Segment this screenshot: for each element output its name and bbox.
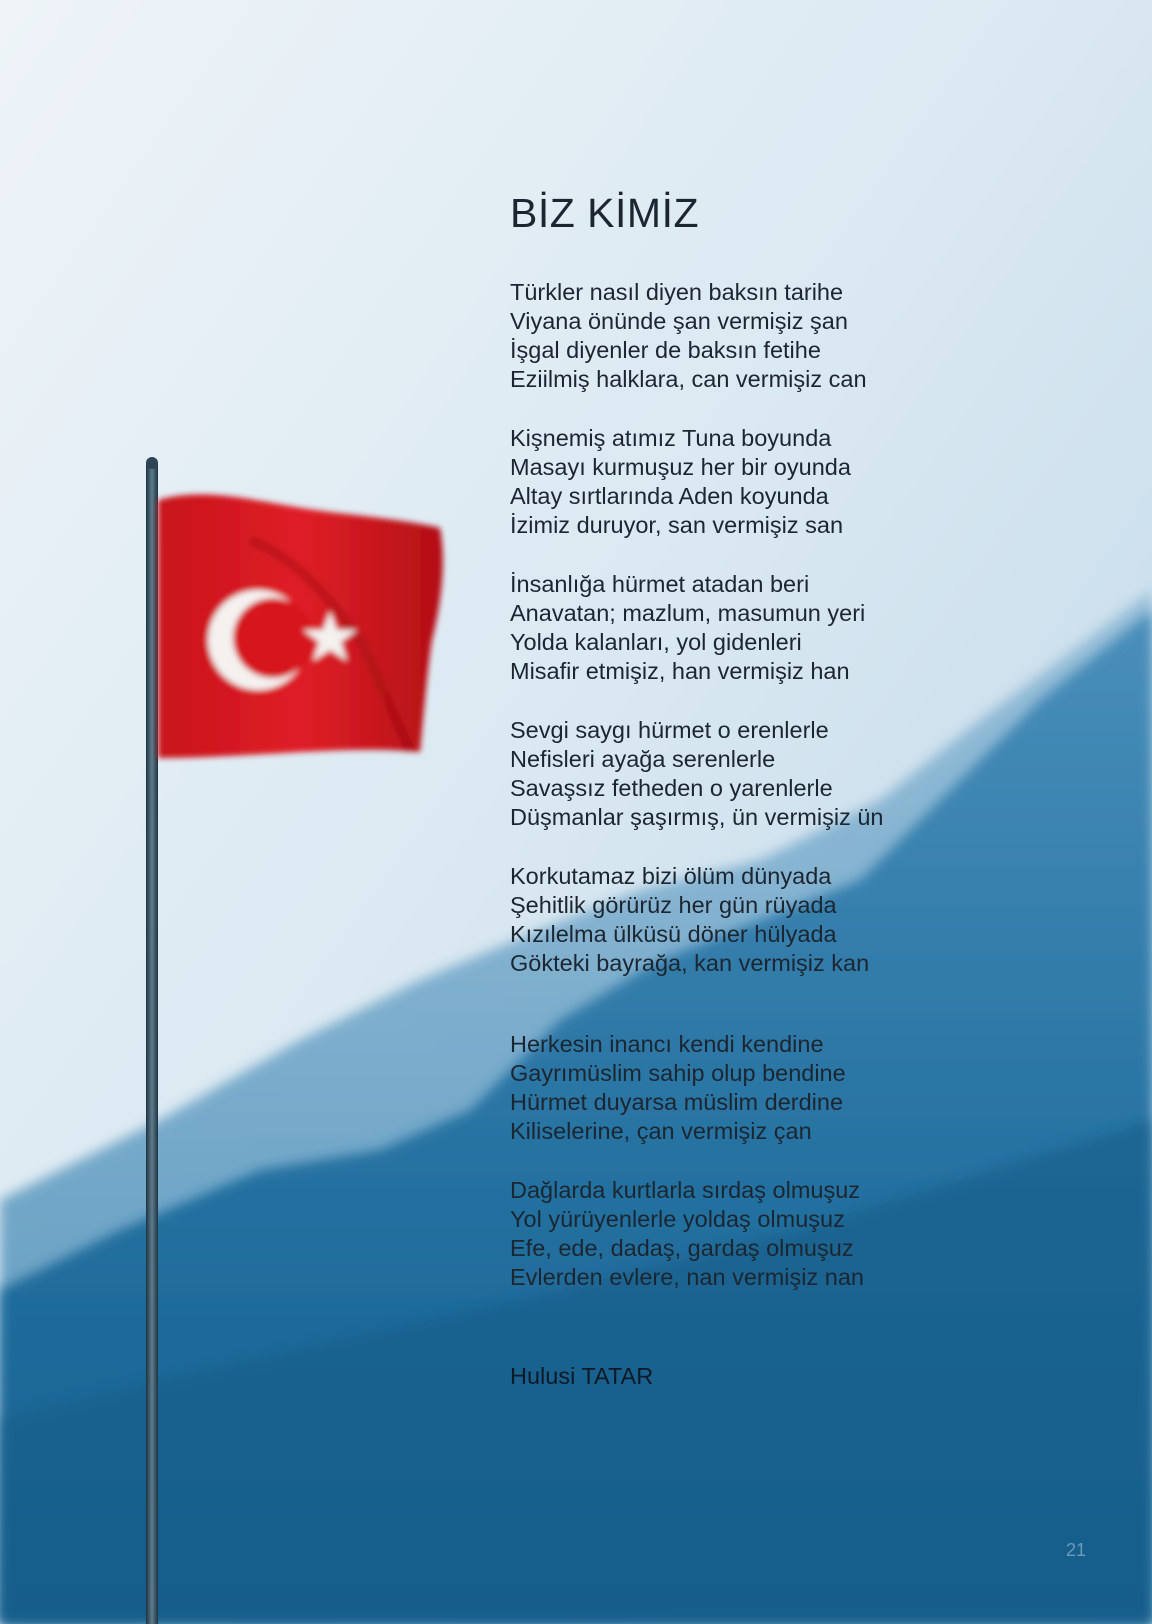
poem-line: Eziilmiş halklara, can vermişiz can (510, 366, 867, 392)
poem-line: Türkler nasıl diyen baksın tarihe (510, 279, 844, 305)
poem-line: Hürmet duyarsa müslim derdine (510, 1089, 844, 1115)
poem-line: Efe, ede, dadaş, gardaş olmuşuz (510, 1235, 854, 1261)
poem-title: BİZ KİMİZ (510, 190, 699, 236)
poem-line: Dağlarda kurtlarla sırdaş olmuşuz (510, 1177, 861, 1203)
poem-line: Yolda kalanları, yol gidenleri (510, 629, 802, 655)
poem-line: Düşmanlar şaşırmış, ün vermişiz ün (510, 804, 884, 830)
poem-line: Korkutamaz bizi ölüm dünyada (510, 863, 832, 889)
turkish-flag (158, 495, 443, 758)
poem-line: Sevgi saygı hürmet o erenlerle (510, 717, 829, 743)
poem-line: Kızılelma ülküsü döner hülyada (510, 921, 837, 947)
poem-line: Gayrımüslim sahip olup bendine (510, 1060, 846, 1086)
stanza-3 (510, 570, 1110, 686)
poem-author: Hulusi TATAR (510, 1363, 654, 1389)
poem-line: İşgal diyenler de baksın fetihe (510, 337, 821, 363)
stanza-5 (510, 862, 1110, 978)
poem-line: İnsanlığa hürmet atadan beri (510, 571, 810, 597)
stanza-4 (510, 716, 1110, 832)
poem-line: Evlerden evlere, nan vermişiz nan (510, 1264, 864, 1290)
stanza-1 (510, 278, 1110, 394)
poem-line: Masayı kurmuşuz her bir oyunda (510, 454, 851, 480)
poem-line: Anavatan; mazlum, masumun yeri (510, 600, 866, 626)
stanza-2 (510, 424, 1110, 540)
poem-line: Herkesin inancı kendi kendine (510, 1031, 824, 1057)
poem-line: Kiliselerine, çan vermişiz çan (510, 1118, 812, 1144)
poem-line: Savaşsız fetheden o yarenlerle (510, 775, 833, 801)
poem-line: Gökteki bayrağa, kan vermişiz kan (510, 950, 870, 976)
poem-line: Altay sırtlarında Aden koyunda (510, 483, 829, 509)
poem-line: Nefisleri ayağa serenlerle (510, 746, 776, 772)
poem-line: Misafir etmişiz, han vermişiz han (510, 658, 850, 684)
poem-line: İzimiz duruyor, san vermişiz san (510, 512, 844, 538)
poem-line: Yol yürüyenlerle yoldaş olmuşuz (510, 1206, 845, 1232)
page-number: 21 (1066, 1540, 1087, 1560)
poem-line: Kişnemiş atımız Tuna boyunda (510, 425, 832, 451)
stanza-7 (510, 1176, 1110, 1292)
poem-line: Viyana önünde şan vermişiz şan (510, 308, 848, 334)
poem-line: Şehitlik görürüz her gün rüyada (510, 892, 837, 918)
flagpole (146, 462, 158, 1624)
poem (510, 188, 1110, 1322)
stanza-6 (510, 1030, 1110, 1146)
